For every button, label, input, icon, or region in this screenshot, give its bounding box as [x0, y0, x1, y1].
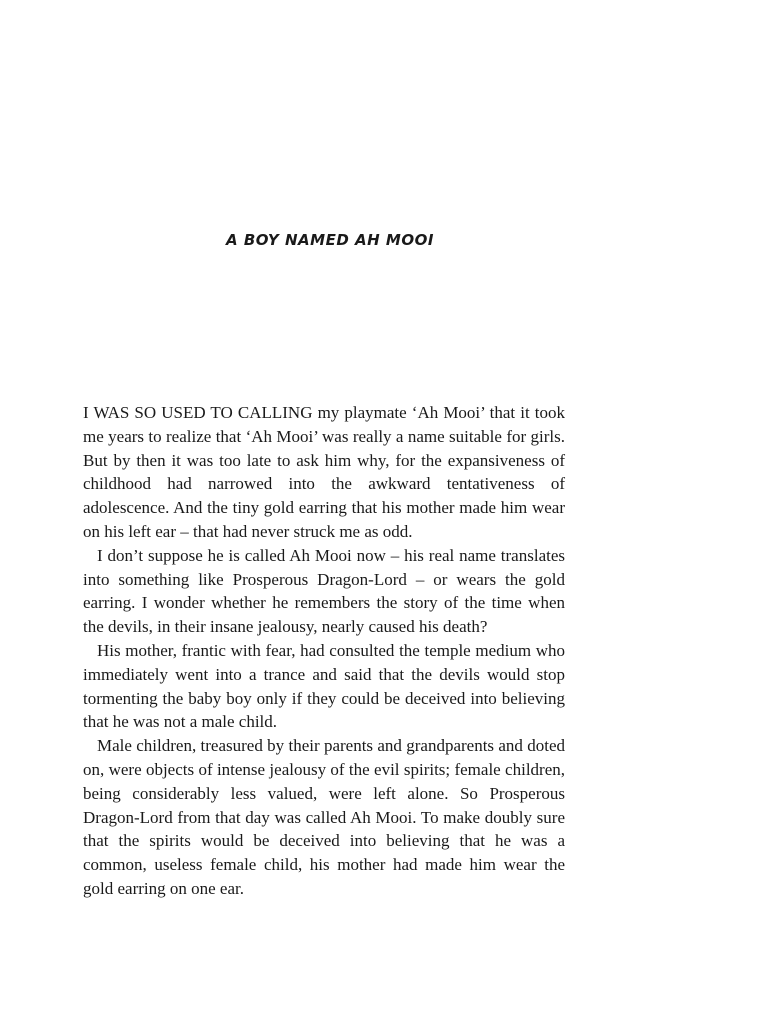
paragraph-4: Male children, treasured by their parents and grandparents and doted on, were objects of intense jealousy of the evil spirits; female children, being considerably less valued, were left alone. So Prosperous Dragon-Lord from that day was called Ah Mooi. To make doubly sure that the spirits would be deceived into believing that he was a common, useless female child, his mother had made him wear the gold earring on one ear. — [83, 736, 565, 898]
paragraph-2: I don’t suppose he is called Ah Mooi now – his real name translates into something like Prosperous Dragon-Lord – or wears the gold earring. I wonder whether he remembers the story of the time when the devils, in their insane jealousy, nearly caused his death? — [83, 545, 565, 637]
chapter-body — [83, 401, 565, 901]
paragraph-1: I WAS SO USED TO CALLING my playmate ‘Ah Mooi’ that it took me years to realize that ‘Ah Mooi’ was really a name suitable for girls. But by then it was too late to ask him why, for the expansiveness of childhood had narrowed into the awkward tentativeness of adolescence. And the tiny gold earring that his mother made him wear on his left ear – that had never struck me as odd. — [83, 403, 565, 541]
chapter-title: A BOY NAMED AH MOOI — [226, 231, 434, 249]
paragraph-3: His mother, frantic with fear, had consulted the temple medium who immediately went into a trance and said that the devils would stop tormenting the baby boy only if they could be deceived into believing that he was not a male child. — [83, 640, 565, 732]
